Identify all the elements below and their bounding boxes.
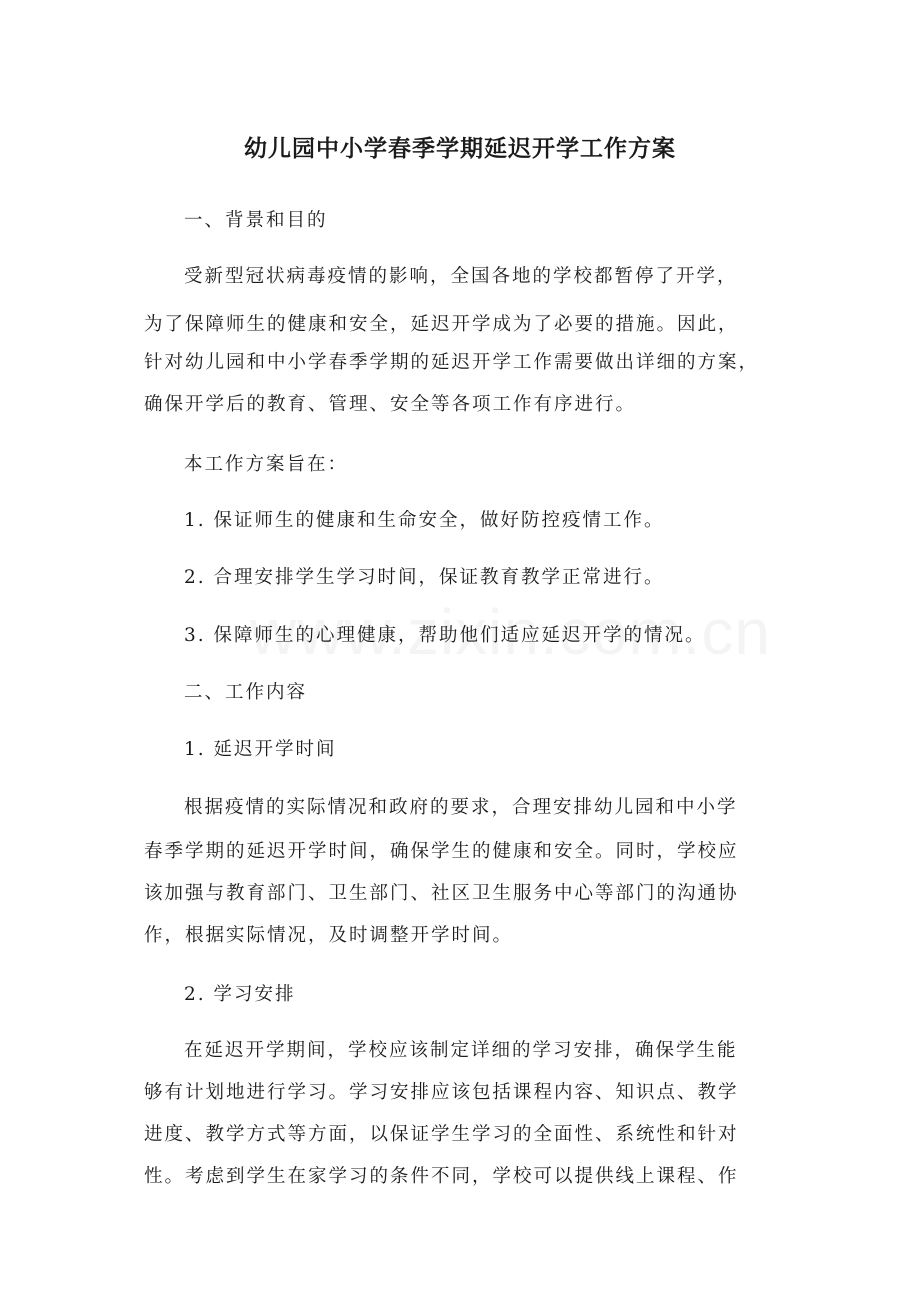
section-heading-background: 一、背景和目的 (184, 210, 328, 231)
subsection-heading: 2. 学习安排 (184, 984, 296, 1005)
paragraph-line: 根据疫情的实际情况和政府的要求，合理安排幼儿园和中小学 (184, 797, 738, 818)
paragraph-line: 作，根据实际情况，及时调整开学时间。 (144, 925, 514, 946)
list-item: 1. 保证师生的健康和生命安全，做好防控疫情工作。 (184, 510, 665, 531)
paragraph-line: 该加强与教育部门、卫生部门、社区卫生服务中心等部门的沟通协 (144, 883, 739, 904)
list-item: 2. 合理安排学生学习时间，保证教育教学正常进行。 (184, 567, 665, 588)
paragraph-line: 进度、教学方式等方面，以保证学生学习的全面性、系统性和针对 (144, 1124, 739, 1145)
paragraph-line: 为了保障师生的健康和安全，延迟开学成为了必要的措施。因此， (144, 314, 739, 335)
paragraph-line: 春季学期的延迟开学时间，确保学生的健康和安全。同时，学校应 (144, 841, 739, 862)
paragraph-line: 在延迟开学期间，学校应该制定详细的学习安排，确保学生能 (184, 1040, 738, 1061)
paragraph-line: 本工作方案旨在： (184, 454, 349, 475)
paragraph-line: 确保开学后的教育、管理、安全等各项工作有序进行。 (144, 394, 637, 415)
subsection-heading: 1. 延迟开学时间 (184, 739, 337, 760)
document-title: 幼儿园中小学春季学期延迟开学工作方案 (244, 136, 676, 162)
section-heading-content: 二、工作内容 (184, 682, 308, 703)
paragraph-line: 性。考虑到学生在家学习的条件不同，学校可以提供线上课程、作 (144, 1166, 739, 1187)
paragraph-line: 针对幼儿园和中小学春季学期的延迟开学工作需要做出详细的方案， (144, 352, 760, 373)
paragraph-line: 受新型冠状病毒疫情的影响，全国各地的学校都暂停了开学， (184, 266, 738, 287)
list-item: 3. 保障师生的心理健康，帮助他们适应延迟开学的情况。 (184, 625, 706, 646)
paragraph-line: 够有计划地进行学习。学习安排应该包括课程内容、知识点、教学 (144, 1082, 739, 1103)
